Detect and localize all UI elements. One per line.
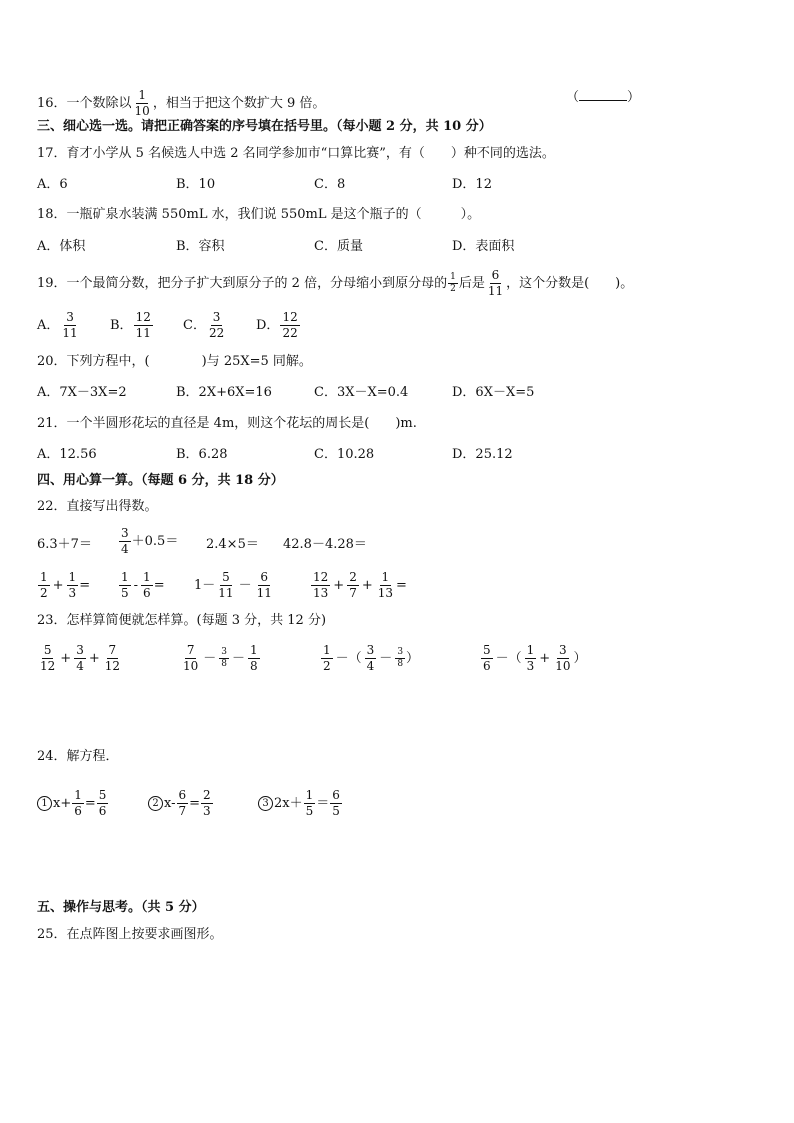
question-21: 21．一个半圆形花坛的直径是 4m，则这个花坛的周长是( )m. — [37, 416, 417, 431]
fraction: $\frac{3}{11}$ — [62, 310, 78, 340]
fraction: $\frac{12}{11}$ — [135, 310, 151, 340]
q22-item-8: $\frac{12}{13}$ + $\frac{2}{7}$ + $\frac{1}{13}$ = — [313, 570, 407, 600]
question-16: 16．一个数除以 $\frac{1}{10}$ ，相当于把这个数扩大 9 倍。 — [37, 88, 326, 118]
q17-option-d[interactable]: D．12 — [452, 177, 492, 192]
blank-underline — [579, 88, 627, 101]
q18-option-d[interactable]: D．表面积 — [452, 239, 515, 254]
q17-option-a[interactable]: A．6 — [37, 177, 68, 192]
q20-option-b[interactable]: B．2X+6X=16 — [176, 385, 272, 400]
q18-option-a[interactable]: A．体积 — [37, 239, 86, 254]
question-24: 24．解方程． — [37, 749, 119, 764]
q23-expr-3: $\frac{1}{2}$ －（ $\frac{3}{4}$ － $\frac{3}{8}$ ） — [323, 643, 420, 673]
fraction: $\frac{12}{22}$ — [282, 310, 298, 340]
q22-item-5: $\frac{1}{2}$ + $\frac{1}{3}$ = — [40, 570, 91, 600]
question-20: 20．下列方程中，( )与 25X=5 同解。 — [37, 354, 312, 369]
fraction: $\frac{1}{2}$ — [450, 272, 456, 294]
section-5-title: 五、操作与思考。（共 5 分） — [37, 900, 205, 915]
q24-equation-2: 2 x- $\frac{6}{7}$ = $\frac{2}{3}$ — [148, 783, 214, 825]
q17-option-c[interactable]: C．8 — [314, 177, 346, 192]
q22-item-7: 1－ $\frac{5}{11}$ － $\frac{6}{11}$ — [194, 570, 272, 600]
question-22: 22．直接写出得数。 — [37, 499, 158, 514]
q23-expr-2: $\frac{7}{10}$ － $\frac{3}{8}$ － $\frac{1}{8}$ — [183, 643, 258, 673]
q17-option-b[interactable]: B．10 — [176, 177, 216, 192]
q19-option-c[interactable]: C． $\frac{3}{22}$ — [183, 310, 225, 340]
section-4-title: 四、用心算一算。（每题 6 分，共 18 分） — [37, 473, 284, 488]
q20-option-c[interactable]: C．3X－X=0.4 — [314, 385, 409, 400]
q20-option-a[interactable]: A．7X－3X=2 — [37, 385, 127, 400]
q24-equation-3: 3 2x＋ $\frac{1}{5}$ ＝ $\frac{6}{5}$ — [258, 783, 343, 825]
q22-item-3: 2.4×5＝ — [206, 537, 259, 552]
question-25: 25．在点阵图上按要求画图形。 — [37, 927, 223, 942]
fraction: $\frac{1}{10}$ — [134, 88, 150, 118]
q22-item-1: 6.3＋7＝ — [37, 537, 92, 552]
q19-option-a[interactable]: A． $\frac{3}{11}$ — [37, 310, 78, 340]
q21-option-b[interactable]: B．6.28 — [176, 447, 228, 462]
q21-option-a[interactable]: A．12.56 — [37, 447, 97, 462]
q24-equation-1: 1 x+ $\frac{1}{6}$ = $\frac{5}{6}$ — [37, 783, 109, 825]
circled-number-icon: 2 — [148, 796, 163, 811]
fraction: $\frac{3}{22}$ — [208, 310, 225, 340]
q22-item-2: $\frac{3}{4}$ ＋0.5＝ — [121, 526, 179, 556]
q23-expr-4: $\frac{5}{6}$ －（ $\frac{1}{3}$ + $\frac{3}{10}$ ） — [483, 643, 587, 673]
q22-item-4: 42.8－4.28＝ — [283, 537, 367, 552]
q23-expr-1: $\frac{5}{12}$ + $\frac{3}{4}$ + $\frac{7}{12}$ — [40, 643, 121, 673]
q21-option-c[interactable]: C．10.28 — [314, 447, 375, 462]
answer-blank[interactable]: （ ） — [566, 90, 641, 105]
circled-number-icon: 3 — [258, 796, 273, 811]
section-3-title: 三、细心选一选。请把正确答案的序号填在括号里。（每小题 2 分，共 10 分） — [37, 119, 492, 134]
q19-option-b[interactable]: B． $\frac{12}{11}$ — [110, 310, 151, 340]
fraction: $\frac{6}{11}$ — [487, 268, 504, 298]
question-23: 23．怎样算简便就怎样算。(每题 3 分，共 12 分) — [37, 613, 327, 628]
question-19: 19．一个最简分数，把分子扩大到原分子的 2 倍，分母缩小到原分母的 $\frac{1}{2}$ 后是 $\frac{6}{11}$ ，这个分数是( )。 — [37, 268, 634, 298]
q18-option-c[interactable]: C．质量 — [314, 239, 363, 254]
q20-option-d[interactable]: D．6X－X=5 — [452, 385, 535, 400]
question-18: 18．一瓶矿泉水装满 550mL 水，我们说 550mL 是这个瓶子的（ ）。 — [37, 207, 481, 222]
circled-number-icon: 1 — [37, 796, 52, 811]
q19-option-d[interactable]: D． $\frac{12}{22}$ — [256, 310, 298, 340]
q21-option-d[interactable]: D．25.12 — [452, 447, 513, 462]
q22-item-6: $\frac{1}{5}$ - $\frac{1}{6}$ = — [121, 570, 165, 600]
q18-option-b[interactable]: B．容积 — [176, 239, 225, 254]
question-17: 17．育才小学从 5 名候选人中选 2 名同学参加市“口算比赛”，有（ ）种不同的选法。 — [37, 146, 555, 161]
